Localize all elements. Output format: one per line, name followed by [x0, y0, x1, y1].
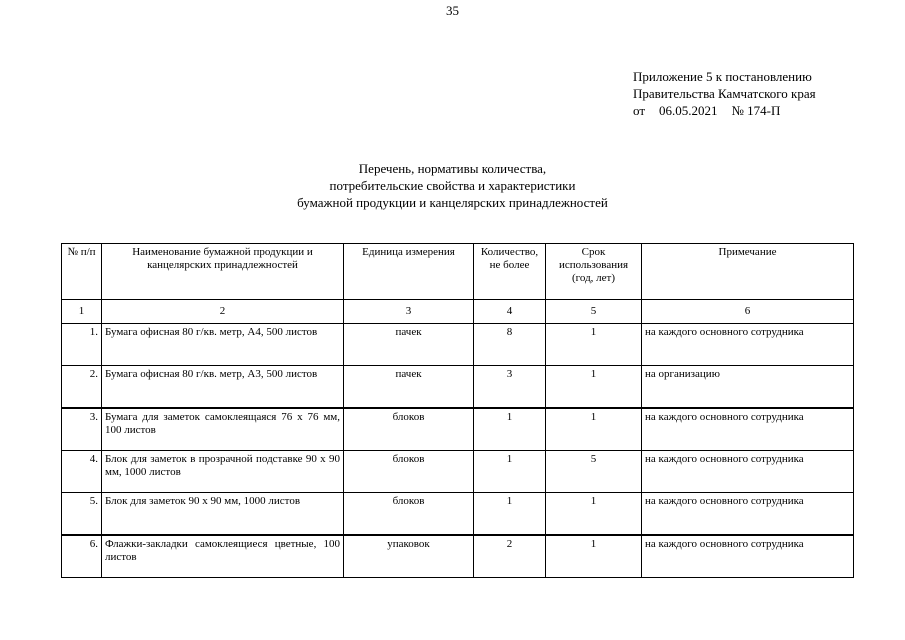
item-term: 1 — [546, 535, 642, 578]
item-unit: блоков — [344, 493, 474, 536]
item-note: на каждого основного сотрудника — [642, 324, 854, 366]
item-quantity: 8 — [474, 324, 546, 366]
appendix-line-2: Правительства Камчатского края — [633, 86, 816, 101]
item-quantity: 3 — [474, 366, 546, 409]
item-unit: блоков — [344, 451, 474, 493]
item-unit: пачек — [344, 324, 474, 366]
item-unit: блоков — [344, 408, 474, 451]
title-line-2: потребительские свойства и характеристики — [329, 178, 576, 193]
appendix-line-3 — [633, 102, 816, 119]
item-note: на каждого основного сотрудника — [642, 451, 854, 493]
appendix-prefix: от — [633, 103, 646, 118]
header-note: Примечание — [642, 244, 854, 300]
table-row — [62, 451, 854, 493]
table-header-row — [62, 244, 854, 300]
column-index: 5 — [546, 300, 642, 324]
item-name: Флажки-закладки самоклеящиеся цветные, 100 листов — [102, 535, 344, 578]
item-term: 1 — [546, 366, 642, 409]
column-index: 6 — [642, 300, 854, 324]
row-number: 1. — [62, 324, 102, 366]
row-number: 5. — [62, 493, 102, 536]
item-quantity: 1 — [474, 451, 546, 493]
item-note: на каждого основного сотрудника — [642, 408, 854, 451]
item-name: Блок для заметок 90 х 90 мм, 1000 листов — [102, 493, 344, 536]
item-quantity: 2 — [474, 535, 546, 578]
item-term: 1 — [546, 408, 642, 451]
table-row — [62, 493, 854, 536]
item-unit: упаковок — [344, 535, 474, 578]
column-index: 4 — [474, 300, 546, 324]
column-index: 2 — [102, 300, 344, 324]
item-term: 1 — [546, 493, 642, 536]
item-note: на организацию — [642, 366, 854, 409]
header-unit: Единица измерения — [344, 244, 474, 300]
table-row — [62, 535, 854, 578]
title-line-3: бумажной продукции и канцелярских принадлежностей — [297, 195, 608, 210]
header-qty: Количество, не более — [474, 244, 546, 300]
table-row — [62, 408, 854, 451]
item-quantity: 1 — [474, 493, 546, 536]
item-term: 1 — [546, 324, 642, 366]
header-name: Наименование бумажной продукции и канцелярских принадлежностей — [102, 244, 344, 300]
header-term: Срок использования (год, лет) — [546, 244, 642, 300]
appendix-number: № 174-П — [731, 103, 781, 118]
column-index: 1 — [62, 300, 102, 324]
title-line-1: Перечень, нормативы количества, — [358, 161, 547, 176]
item-name: Бумага для заметок самоклеящаяся 76 х 76 мм, 100 листов — [102, 408, 344, 451]
item-term: 5 — [546, 451, 642, 493]
row-number: 4. — [62, 451, 102, 493]
table-row — [62, 366, 854, 409]
column-index: 3 — [344, 300, 474, 324]
row-number: 3. — [62, 408, 102, 451]
item-name: Блок для заметок в прозрачной подставке 90 х 90 мм, 1000 листов — [102, 451, 344, 493]
appendix-header — [633, 68, 816, 119]
item-unit: пачек — [344, 366, 474, 409]
page-number: 35 — [446, 3, 459, 18]
row-number: 2. — [62, 366, 102, 409]
appendix-line-1: Приложение 5 к постановлению — [633, 69, 812, 84]
item-quantity: 1 — [474, 408, 546, 451]
item-note: на каждого основного сотрудника — [642, 535, 854, 578]
appendix-date: 06.05.2021 — [659, 103, 718, 118]
column-index-row — [62, 300, 854, 324]
document-title — [0, 160, 905, 211]
item-name: Бумага офисная 80 г/кв. метр, А3, 500 листов — [102, 366, 344, 409]
item-note: на каждого основного сотрудника — [642, 493, 854, 536]
table-row — [62, 324, 854, 366]
item-name: Бумага офисная 80 г/кв. метр, А4, 500 листов — [102, 324, 344, 366]
items-table — [61, 243, 854, 578]
header-num: № п/п — [62, 244, 102, 300]
row-number: 6. — [62, 535, 102, 578]
